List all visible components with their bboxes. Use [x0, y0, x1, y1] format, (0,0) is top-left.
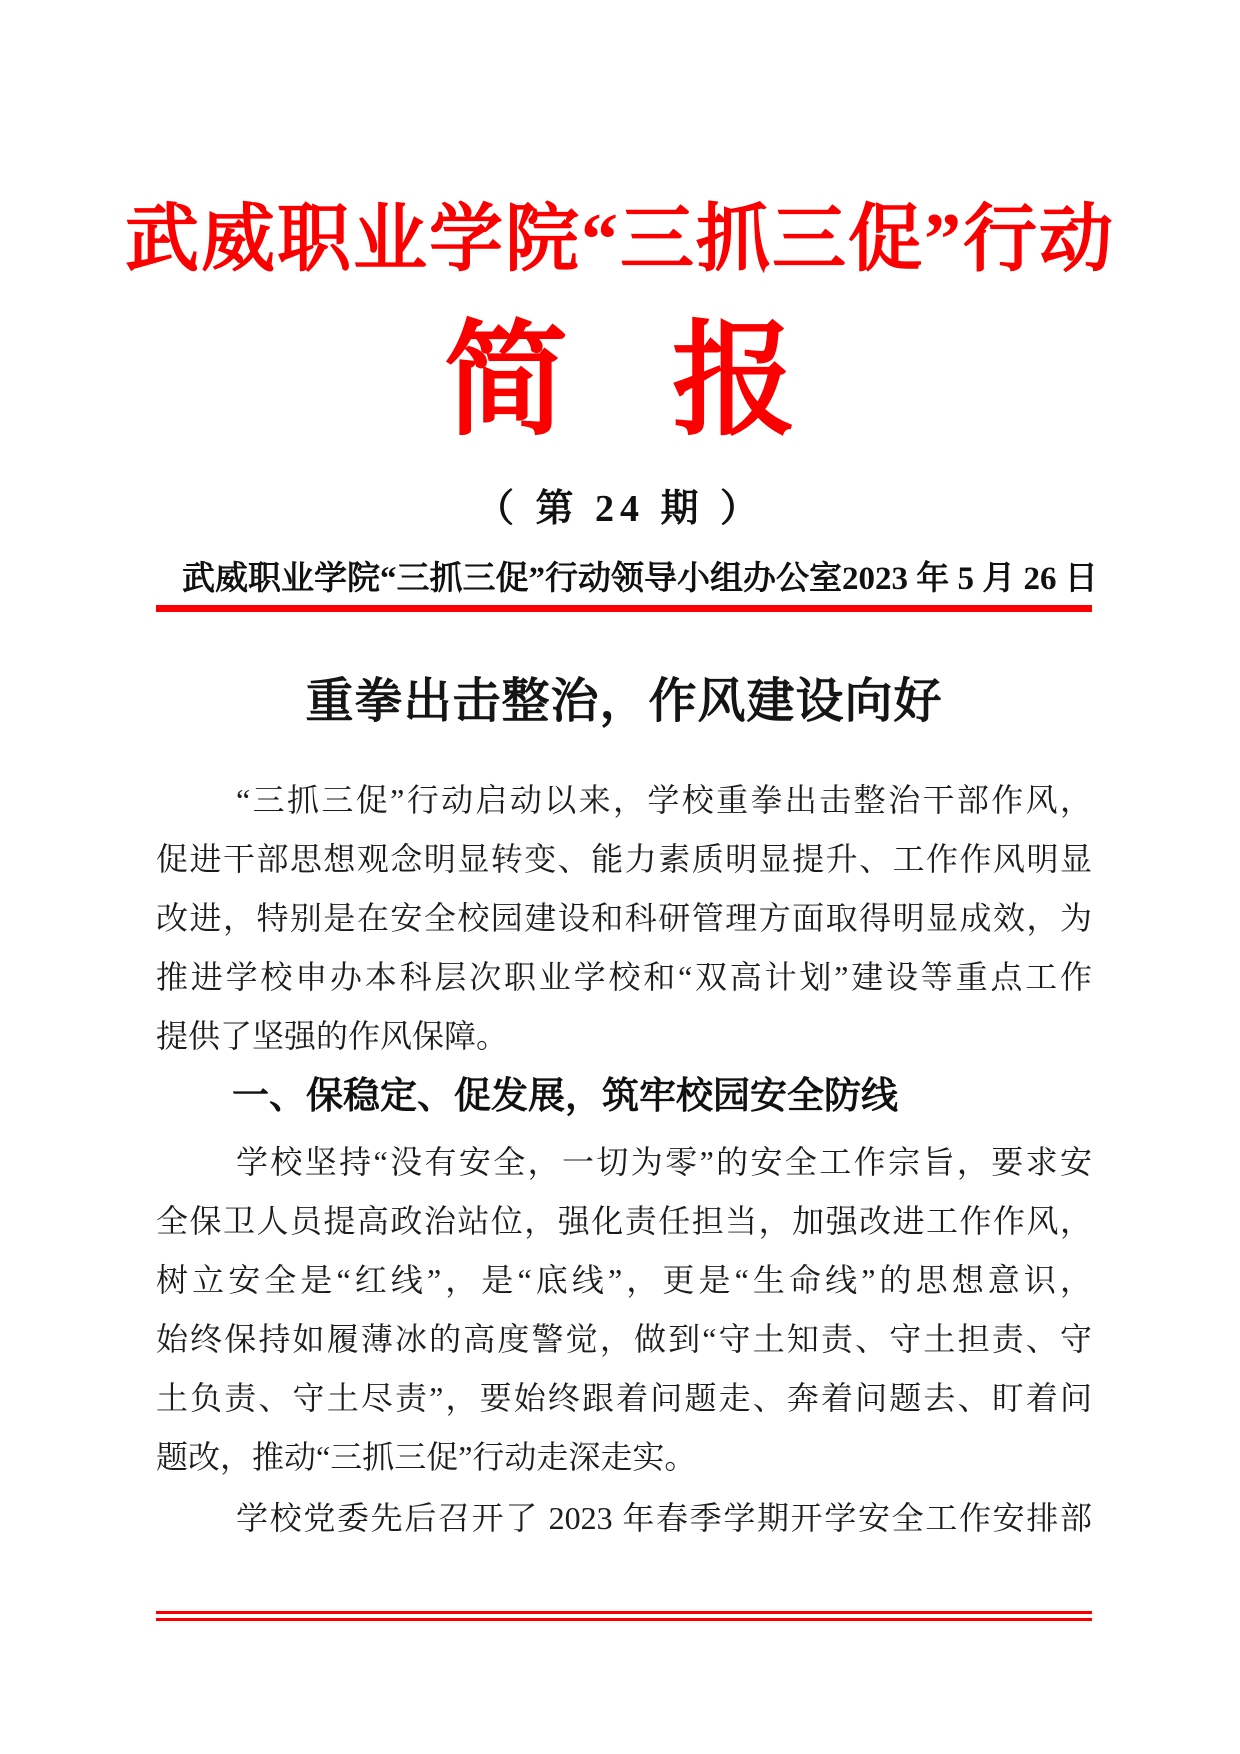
- body-line: 学校坚持“没有安全，一切为零”的安全工作宗旨，要求安: [236, 1144, 1092, 1181]
- page-content: [156, 552, 1098, 1548]
- article-body: [156, 771, 1092, 1548]
- banner-char-bao: 报: [672, 313, 797, 451]
- banner-char-jian: 简: [443, 313, 568, 451]
- body-line: “三抓三促”行动启动以来，学校重拳出击整治干部作风，: [236, 782, 1092, 819]
- header-red-rule: [156, 605, 1092, 612]
- body-line: 始终保持如履薄冰的高度警觉，做到“守土知责、守土担责、守: [156, 1321, 1092, 1358]
- section-heading-1: 一、保稳定、促发展，筑牢校园安全防线: [232, 1075, 898, 1117]
- body-line: 题改，推动“三抓三促”行动走深走实。: [156, 1439, 697, 1476]
- paragraph-2: [156, 1133, 1092, 1487]
- paragraph-3: [156, 1489, 1092, 1548]
- issue-number: （ 第 24 期 ）: [475, 488, 764, 531]
- body-line: 改进，特别是在安全校园建设和科研管理方面取得明显成效，为: [156, 900, 1092, 937]
- body-line: 土负责、守土尽责”，要始终跟着问题走、奔着问题去、盯着问: [156, 1380, 1092, 1417]
- body-line: 全保卫人员提高政治站位，强化责任担当，加强改进工作作风，: [156, 1203, 1092, 1240]
- bottom-rule-line-top: [156, 1611, 1092, 1614]
- body-line: 树立安全是“红线”，是“底线”，更是“生命线”的思想意识，: [156, 1262, 1092, 1299]
- issue-date: 2023 年 5 月 26 日: [842, 561, 1098, 598]
- body-line: 推进学校申办本科层次职业学校和“双高计划”建设等重点工作: [156, 959, 1092, 996]
- bulletin-banner: [0, 313, 1240, 451]
- issuer-name: 武威职业学院“三抓三促”行动领导小组办公室: [182, 561, 842, 598]
- bottom-rule-line-bottom: [156, 1618, 1092, 1621]
- masthead: [0, 0, 1240, 532]
- paragraph-1: [156, 771, 1092, 1066]
- body-line: 提供了坚强的作风保障。: [156, 1018, 509, 1055]
- bottom-double-rule: [156, 1611, 1092, 1621]
- body-line: 学校党委先后召开了 2023 年春季学期开学安全工作安排部: [236, 1500, 1092, 1537]
- issuer-row: [156, 552, 1098, 599]
- article-title: 重拳出击整治，作风建设向好: [305, 675, 943, 729]
- body-line: 促进干部思想观念明显转变、能力素质明显提升、工作作风明显: [156, 841, 1092, 878]
- masthead-title: 武威职业学院“三抓三促”行动: [125, 199, 1115, 281]
